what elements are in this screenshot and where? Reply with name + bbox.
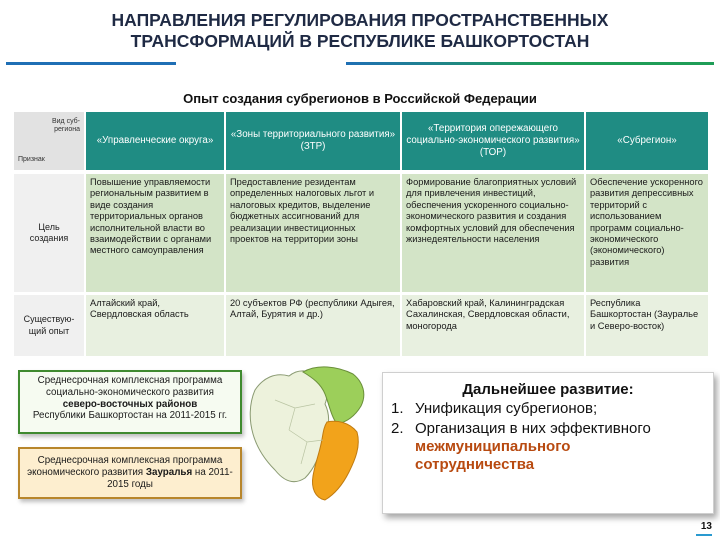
- bashkortostan-map: [245, 360, 385, 505]
- column-header: «Территория опережающего социально-экономического развития» (ТОР): [402, 112, 586, 170]
- page-number-underline: [696, 534, 712, 536]
- accent-text: сотрудничества: [415, 456, 535, 473]
- corner-bottom-label: Признак: [18, 155, 45, 163]
- corner-top-label: Вид суб- региона: [51, 118, 80, 133]
- list-item: [391, 420, 705, 474]
- title-line-1: НАПРАВЛЕНИЯ РЕГУЛИРОВАНИЯ ПРОСТРАНСТВЕННЫХ: [111, 10, 609, 30]
- table-cell: Предоставление резидентам определенных налоговых льгот и налоговых кредитов, выделение бюджетных ассигнований для реализации инвестиционных проектов на территории зоны: [226, 174, 402, 292]
- title-line-2: ТРАНСФОРМАЦИЙ В РЕСПУБЛИКЕ БАШКОРТОСТАН: [130, 31, 590, 51]
- list-item-text: Унификация субрегионов;: [415, 400, 598, 417]
- divider-green: [346, 62, 714, 65]
- trans-ural-program-box: [18, 447, 242, 499]
- program2-years: на 2011-2015 годы: [107, 466, 233, 490]
- section-subtitle: Опыт создания субрегионов в Российской Федерации: [183, 91, 537, 106]
- table-cell: Республика Башкортостан (Зауралье и Северо-восток): [586, 295, 708, 356]
- table-cell: Алтайский край, Свердловская область: [86, 295, 226, 356]
- row-label: Существую-щий опыт: [14, 295, 84, 356]
- column-header: «Субрегион»: [586, 112, 708, 170]
- table-cell: Хабаровский край, Калининградская Сахалинская, Свердловская области, моногорода: [402, 295, 586, 356]
- list-item-number: 1.: [391, 400, 404, 417]
- divider-white: [176, 62, 346, 65]
- title-divider: [6, 62, 714, 65]
- further-heading: Дальнейшее развитие:: [462, 381, 634, 398]
- subregion-table: [14, 112, 708, 356]
- page-number: 13: [700, 521, 712, 532]
- northeast-program-box: [18, 370, 242, 434]
- program1-years: Республики Башкортостан на 2011-2015 гг.: [32, 410, 228, 422]
- further-development-box: [382, 372, 714, 514]
- list-item: [391, 400, 705, 418]
- table-cell: Повышение управляемости региональным развитием в виде создания территориальных органов исполнительной власти во взаимодействии с органами местного самоуправления: [86, 174, 226, 292]
- program2-highlight: Зауралья: [145, 466, 193, 478]
- divider-blue: [6, 62, 176, 65]
- column-header: «Зоны территориального развития» (ЗТР): [226, 112, 402, 170]
- row-label: Цель создания: [14, 174, 84, 292]
- page-title: [0, 10, 720, 52]
- list-item-text: Организация в них эффективного: [415, 420, 651, 437]
- table-cell: Обеспечение ускоренного развития депрессивных территорий с использованием программ социально-экономического (экономического) развития: [586, 174, 708, 292]
- program1-highlight: северо-восточных районов: [62, 398, 198, 410]
- table-corner: [14, 112, 84, 170]
- accent-text: межмуниципального: [415, 438, 571, 455]
- table-cell: 20 субъектов РФ (республики Адыгея, Алтай, Бурятия и др.): [226, 295, 402, 356]
- program2-text: Среднесрочная комплексная программа экономического развития: [27, 455, 223, 478]
- list-item-number: 2.: [391, 420, 404, 437]
- column-header: «Управленческие округа»: [86, 112, 226, 170]
- program1-text: Среднесрочная комплексная программа социально-экономического развития: [37, 375, 223, 398]
- table-cell: Формирование благоприятных условий для привлечения инвестиций, обеспечения ускоренного социально-экономического развития и создания комфортных условий для обеспечения жизнедеятельности населения: [402, 174, 586, 292]
